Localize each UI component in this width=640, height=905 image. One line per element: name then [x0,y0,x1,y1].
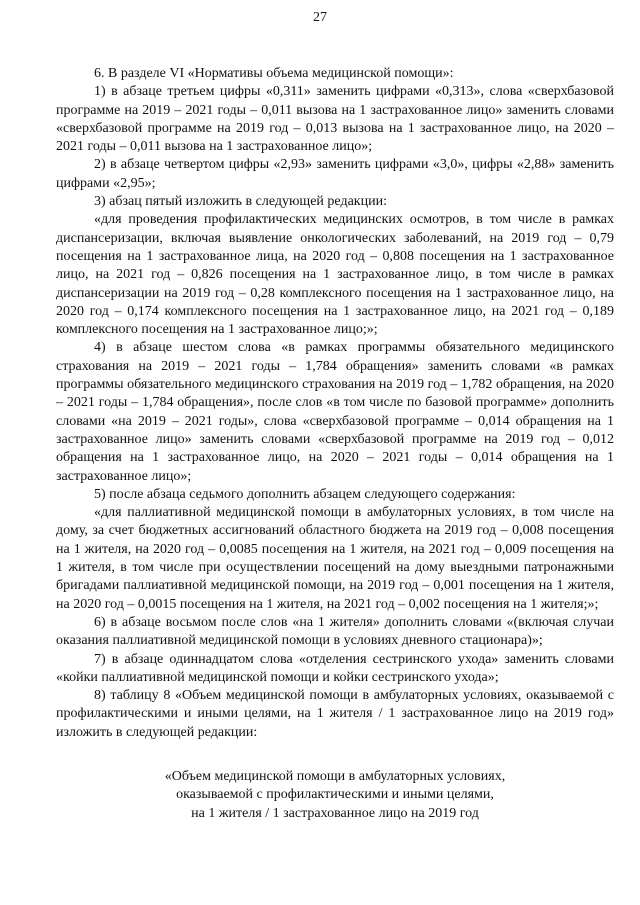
paragraph-item-3-text: «для проведения профилактических медицинских осмотров, в том числе в рамках диспансеризации, включая выявление онкологических заболеваний, на 2019 год – 0,79 посещения на 1 застрахованное лица, на 2020 год – 0,808 посещения на 1 застрахованное лицо, на 2021 год – 0,826 посещения на 1 застрахованное лицо, в том числе в рамках диспансеризации на 2019 год – 0,28 комплексного посещения на 1 застрахованное лицо, на 2020 год – 0,174 комплексного посещения на 1 застрахованное лицо, на 2021 год – 0,189 комплексного посещения на 1 застрахованное лицо;»; [56,212,614,338]
paragraph-item-4: 4) в абзаце шестом слова «в рамках программы обязательного медицинского страхования на 2019 – 2021 годы – 1,784 обращения» заменить словами «в рамках программы обязательного медицинского страхования на 2019 год – 1,782 обращения, на 2020 – 2021 годы – 1,784 обращения», после слов «в том числе по базовой программе» дополнить словами «на 2019 – 2021 годы», слова «сверхбазовой программе – 0,014 обращения на 1 застрахованное лицо» заменить словами «сверхбазовой программе на 2019 год – 0,012 обращения на 1 застрахованное лицо, на 2020 – 2021 годы – 0,014 обращения на 1 застрахованное лицо»; [56,340,614,484]
paragraph-item-1: 1) в абзаце третьем цифры «0,311» заменить цифрами «0,313», слова «сверхбазовой программе на 2019 – 2021 годы – 0,011 вызова на 1 застрахованное лицо» заменить словами «сверхбазовой программе на 2019 год – 0,013 вызова на 1 застрахованное лицо, на 2020 – 2021 годы – 0,011 вызова на 1 застрахованное лицо»; [56,84,614,155]
page-number: 27 [313,10,327,25]
paragraph-item-3: 3) абзац пятый изложить в следующей редакции: [94,194,387,210]
paragraph-item-6: 6) в абзаце восьмом после слов «на 1 жителя» дополнить словами «(включая случаи оказания паллиативной медицинской помощи в условиях дневного стационара)»; [56,614,614,649]
paragraph-item-8: 8) таблицу 8 «Объем медицинской помощи в амбулаторных условиях, оказываемой с профилактическими и иными целями, на 1 жителя / 1 застрахованное лицо на 2019 год» изложить в следующей редакции: [56,688,614,740]
table-heading-line: оказываемой с профилактическими и иными целями, [176,787,494,803]
table-heading-line: на 1 жителя / 1 застрахованное лицо на 2019 год [191,805,479,821]
paragraph-item-2: 2) в абзаце четвертом цифры «2,93» заменить цифрами «3,0», цифры «2,88» заменить цифрами «2,95»; [56,157,614,191]
paragraph-item-7: 7) в абзаце одиннадцатом слова «отделения сестринского ухода» заменить словами «койки паллиативной медицинской помощи и койки сестринского ухода»; [56,651,614,685]
paragraph-item-5-text: «для паллиативной медицинской помощи в амбулаторных условиях, в том числе на дому, за счет бюджетных ассигнований областного бюджета на 2019 год – 0,008 посещения на 1 жителя, на 2020 год – 0,0085 посещения на 1 жителя, на 2021 год – 0,009 посещения на 1 жителя, в том числе при осуществлении посещений на дому выездными патронажными бригадами паллиативной медицинской помощи, на 2019 год – 0,001 посещения на 1 жителя, на 2020 год – 0,0015 посещения на 1 жителя, на 2021 год – 0,002 посещения на 1 жителя;»; [56,505,614,612]
paragraph-item-5: 5) после абзаца седьмого дополнить абзацем следующего содержания: [94,486,516,502]
table-heading [56,768,614,824]
document-body [56,65,614,823]
table-heading-line: «Объем медицинской помощи в амбулаторных условиях, [164,768,506,784]
paragraph-section-6: 6. В разделе VI «Нормативы объема медицинской помощи»: [94,66,454,81]
